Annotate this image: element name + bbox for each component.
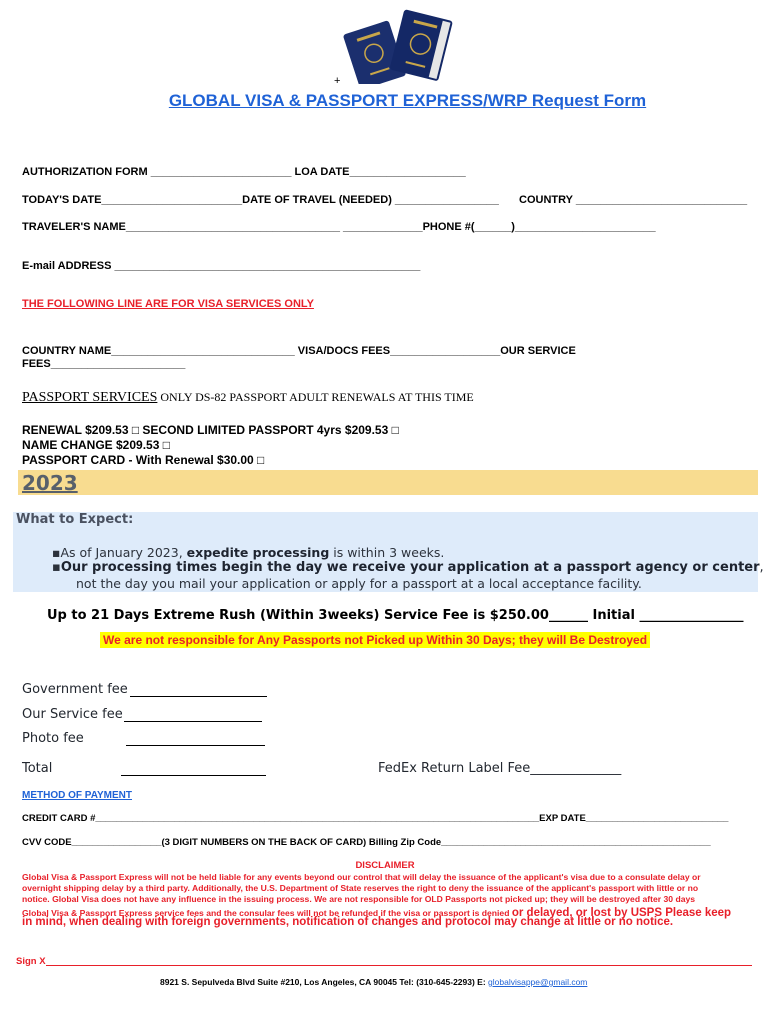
total-input[interactable] <box>121 775 266 776</box>
cvv-field[interactable]: CVV CODE_________________(3 DIGIT NUMBERS ON THE BACK OF CARD) Billing Zip Code___________________________________________________ <box>22 837 711 848</box>
today-date-field[interactable]: TODAY'S DATE_______________________DATE OF TRAVEL (NEEDED) _________________ <box>22 194 499 206</box>
expect-bullet-2-cont: not the day you mail your application or apply for a passport at a local acceptance facility. <box>76 576 642 591</box>
disclaimer-title: DISCLAIMER <box>355 860 415 871</box>
year-label: 2023 <box>22 471 78 495</box>
renewal-option[interactable]: RENEWAL $209.53 □ SECOND LIMITED PASSPORT 4yrs $209.53 □ <box>22 423 399 437</box>
passport-image <box>340 6 460 84</box>
email-field[interactable]: E-mail ADDRESS __________________________________________________ <box>22 260 421 272</box>
plus-mark: + <box>334 75 341 87</box>
name-change-option[interactable]: NAME CHANGE $209.53 □ <box>22 438 170 452</box>
disclaimer-line-5: in mind, when dealing with foreign governments, notification of changes and protocol may change at little or no notice. <box>22 916 674 928</box>
passport-services-heading <box>22 390 474 406</box>
passport-card-option[interactable]: PASSPORT CARD - With Renewal $30.00 □ <box>22 453 265 467</box>
country-field[interactable]: COUNTRY ____________________________ <box>519 194 748 206</box>
government-fee-label: Government fee <box>22 682 128 697</box>
form-title: GLOBAL VISA & PASSPORT EXPRESS/WRP Request Form <box>168 91 647 110</box>
visa-notice: THE FOLLOWING LINE ARE FOR VISA SERVICES ONLY <box>22 298 314 310</box>
pickup-warning: We are not responsible for Any Passports not Picked up Within 30 Days; they will Be Destroyed <box>103 633 648 647</box>
expect-bullet-2: ▪Our processing times begin the day we receive your application at a passport agency or center, <box>52 560 764 575</box>
signature-field[interactable] <box>46 965 752 966</box>
passport-services-note: ONLY DS-82 PASSPORT ADULT RENEWALS AT THIS TIME <box>157 390 474 404</box>
disclaimer-line-2: overnight shipping delay by a third party. Additionally, the U.S. Department of State reserves the right to deny the issuance of the applicant's passport with little or no <box>22 883 699 893</box>
rush-fee-line[interactable]: Up to 21 Days Extreme Rush (Within 3weeks) Service Fee is $250.00______ Initial ________________ <box>47 608 744 623</box>
credit-card-field[interactable]: CREDIT CARD #____________________________________________________________________________________EXP DATE___________________________ <box>22 813 729 824</box>
service-fee-label: Our Service fee <box>22 707 123 722</box>
disclaimer-line-1: Global Visa & Passport Express will not be held liable for any events beyond our control that will delay the issuance of the applicant's visa due to a consulate delay or <box>22 872 701 882</box>
footer-address: 8921 S. Sepulveda Blvd Suite #210, Los Angeles, CA 90045 Tel: (310-645-2293) E: globalvisappe@gmail.com <box>160 977 588 987</box>
fedex-fee-field[interactable]: FedEx Return Label Fee______________ <box>378 761 622 776</box>
bullet-icon: ▪ <box>52 545 61 560</box>
footer-email-link[interactable]: globalvisappe@gmail.com <box>488 977 588 987</box>
visa-fees-line[interactable]: FEES______________________ <box>22 358 186 370</box>
disclaimer-line-4: Global Visa & Passport Express service fees and the consular fees will not be refunded if the visa or passport is denied or delayed, or lost by USPS Please keep <box>22 907 732 919</box>
payment-heading: METHOD OF PAYMENT <box>22 790 133 801</box>
traveler-name-field[interactable]: TRAVELER'S NAME___________________________________ _____________PHONE #(______)_______________________ <box>22 221 656 233</box>
photo-fee-input[interactable] <box>126 745 265 746</box>
service-fee-input[interactable] <box>124 721 262 722</box>
bullet-icon: ▪ <box>52 560 61 575</box>
expect-bullet-1: ▪As of January 2023, expedite processing is within 3 weeks. <box>52 545 445 560</box>
expect-heading: What to Expect: <box>16 512 134 527</box>
photo-fee-label: Photo fee <box>22 731 84 746</box>
total-label: Total <box>22 761 53 776</box>
authorization-field[interactable]: AUTHORIZATION FORM _______________________ LOA DATE___________________ <box>22 166 466 178</box>
year-band <box>18 470 758 495</box>
pickup-warning-highlight <box>100 632 650 648</box>
government-fee-input[interactable] <box>130 696 267 697</box>
passport-services-title: PASSPORT SERVICES <box>22 390 158 405</box>
disclaimer-line-3: notice. Global Visa does not have any influence in the issuing process. We are not responsible for OLD Passports not picked up; they will be destroyed after 30 days <box>22 894 696 904</box>
visa-country-line[interactable]: COUNTRY NAME______________________________ VISA/DOCS FEES__________________OUR SERVICE <box>22 345 576 357</box>
sign-label: Sign X <box>16 956 46 967</box>
